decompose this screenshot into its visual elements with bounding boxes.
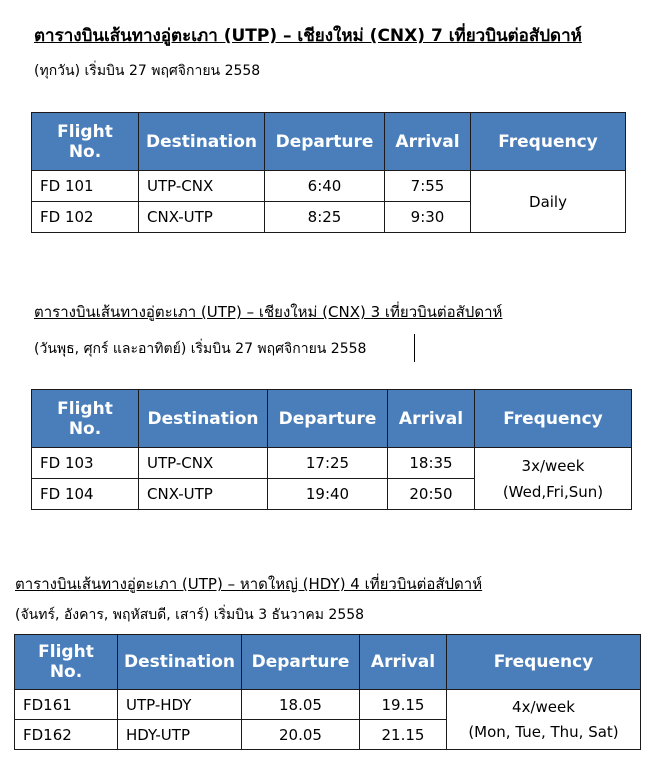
destination-cell: UTP-CNX [139,171,265,202]
flight-no-cell: FD161 [15,690,118,720]
departure-cell: 6:40 [265,171,385,202]
table-header-row [32,390,632,448]
section-2-subtitle: (วันพุธ, ศุกร์ และอาทิตย์) เริ่มบิน 27 พฤศจิกายน 2558 [34,341,367,357]
header-frequency: Frequency [475,390,632,448]
header-departure: Departure [242,635,360,690]
arrival-cell: 7:55 [385,171,471,202]
table-header-row [15,635,641,690]
frequency-line-1: Daily [529,192,567,211]
arrival-cell: 18:35 [388,448,475,479]
frequency-line-1: 4x/week [512,697,575,716]
header-destination: Destination [118,635,242,690]
section-3-subtitle: (จันทร์, อังคาร, พฤหัสบดี, เสาร์) เริ่มบิน 3 ธันวาคม 2558 [15,607,365,623]
header-departure: Departure [268,390,388,448]
header-arrival: Arrival [360,635,447,690]
table-header-row [32,113,626,171]
header-destination: Destination [139,113,265,171]
arrival-cell: 20:50 [388,479,475,510]
departure-cell: 18.05 [242,690,360,720]
section-1-title: ตารางบินเส้นทางอู่ตะเภา (UTP) – เชียงใหม่ (CNX) 7 เที่ยวบินต่อสัปดาห์ [34,26,582,46]
frequency-line-1: 3x/week [521,456,585,475]
frequency-line-2: (Wed,Fri,Sun) [502,482,604,501]
table-row [32,448,632,479]
header-destination: Destination [139,390,268,448]
header-flight-no: Flight No. [32,390,139,448]
frequency-cell [475,448,632,510]
flight-no-cell: FD 102 [32,202,139,233]
section-2-title: ตารางบินเส้นทางอู่ตะเภา (UTP) – เชียงใหม่ (CNX) 3 เที่ยวบินต่อสัปดาห์ [34,303,503,321]
destination-cell: UTP-HDY [118,690,242,720]
text-cursor [414,334,415,362]
section-2-schedule-table [31,389,632,510]
frequency-cell [471,171,626,233]
arrival-cell: 9:30 [385,202,471,233]
departure-cell: 19:40 [268,479,388,510]
frequency-line-2: (Mon, Tue, Thu, Sat) [468,722,619,741]
section-1-subtitle: (ทุกวัน) เริ่มบิน 27 พฤศจิกายน 2558 [34,63,261,79]
frequency-cell [447,690,641,750]
departure-cell: 17:25 [268,448,388,479]
departure-cell: 20.05 [242,720,360,750]
header-frequency: Frequency [471,113,626,171]
destination-cell: CNX-UTP [139,479,268,510]
destination-cell: UTP-CNX [139,448,268,479]
table-row [32,171,626,202]
header-arrival: Arrival [388,390,475,448]
section-1-schedule-table [31,112,626,233]
section-3-schedule-table [14,634,641,750]
header-flight-no: Flight No. [15,635,118,690]
departure-cell: 8:25 [265,202,385,233]
flight-no-cell: FD 103 [32,448,139,479]
header-departure: Departure [265,113,385,171]
header-arrival: Arrival [385,113,471,171]
header-frequency: Frequency [447,635,641,690]
destination-cell: HDY-UTP [118,720,242,750]
header-flight-no: Flight No. [32,113,139,171]
flight-no-cell: FD 101 [32,171,139,202]
arrival-cell: 21.15 [360,720,447,750]
arrival-cell: 19.15 [360,690,447,720]
flight-no-cell: FD 104 [32,479,139,510]
destination-cell: CNX-UTP [139,202,265,233]
flight-no-cell: FD162 [15,720,118,750]
section-3-title: ตารางบินเส้นทางอู่ตะเภา (UTP) – หาดใหญ่ (HDY) 4 เที่ยวบินต่อสัปดาห์ [15,575,483,593]
table-row [15,690,641,720]
